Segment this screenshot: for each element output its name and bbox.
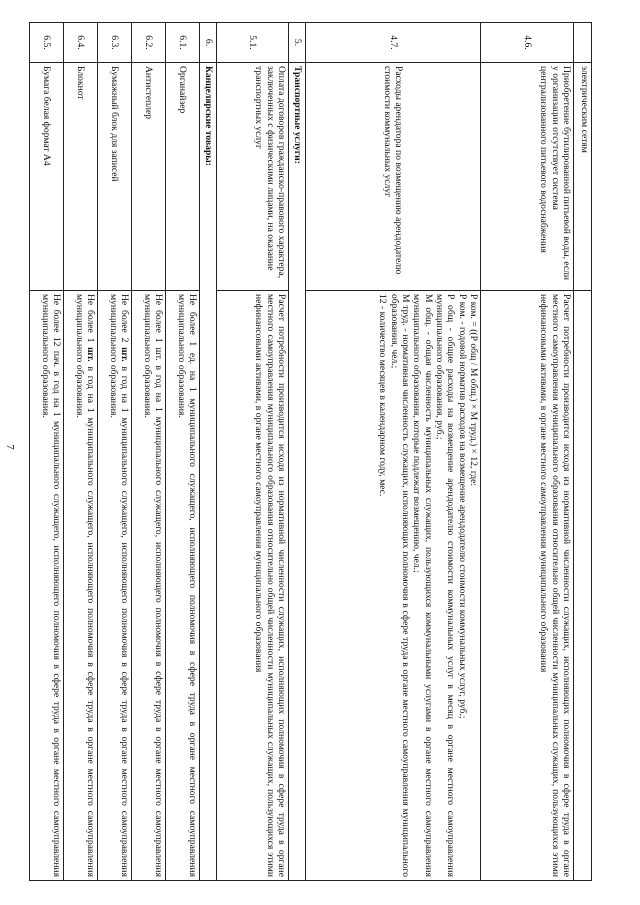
- table-row: [98, 23, 132, 881]
- item-name: электрическим сетям: [574, 63, 592, 291]
- desc-text: Не более 1 ед. на 1 муниципального служащего, исполняющего полномочия в сфере труда в органе местного самоуправления муниципального образования.: [175, 294, 198, 877]
- formula-line: М общ. - общая численность муниципальных служащих, пользующихся коммунальными услугами в органе местного самоуправления муниципального образования, которые подлежат возмещению, чел.;: [411, 294, 434, 877]
- section-header-row: [289, 23, 306, 881]
- desc-text: Не более 1 шт. в год на 1 муниципального служащего, исполняющего полномочия в сфере труда в органе местного самоуправления муниципального образования.: [141, 294, 164, 877]
- section-title: Транспортные услуги:: [289, 63, 306, 881]
- page-number: 7: [4, 444, 16, 450]
- row-number: 5.: [289, 23, 306, 63]
- desc-text: в год на 1 муниципального служащего, исполняющего полномочия в сфере труда в органе местного самоуправления муниципального образования.: [107, 294, 130, 878]
- item-name: Бумажный блок для записей: [98, 63, 132, 291]
- item-description: Расчет потребности производится исходя из нормативной численности служащих, исполняющих полномочия в сфере труда в органе местного самоуправления муниципального образования относительно общей численности муниципальных служащих, пользующихся этими нефинансовыми активами, в органе местного самоуправления муниципального образования: [217, 291, 289, 881]
- item-description: [166, 291, 200, 881]
- row-number: 6.1.: [166, 23, 200, 63]
- item-description: [64, 291, 98, 881]
- rotated-page: [40, 22, 592, 880]
- item-name: Антистеплер: [132, 63, 166, 291]
- row-number: 4.6.: [481, 23, 574, 63]
- item-name: Бумага белая формат А4: [30, 63, 64, 291]
- section-header-row: [200, 23, 217, 881]
- table-row: [166, 23, 200, 881]
- item-name: Приобретение бутилированной питьевой воды, если у организации отсутствует система централизованного питьевого водоснабжения: [481, 63, 574, 291]
- item-name: Органайзер: [166, 63, 200, 291]
- item-description: Расчет потребности производится исходя из нормативной численности служащих, исполняющих полномочия в сфере труда в органе местного самоуправления муниципального образования относительно общей численности муниципальных служащих, пользующихся этими нефинансовыми активами, в органе местного самоуправления муниципального образования: [481, 291, 574, 881]
- section-title: Канцелярские товары:: [200, 63, 217, 881]
- row-number: 4.7.: [306, 23, 481, 63]
- item-description: [30, 291, 64, 881]
- item-description: [98, 291, 132, 881]
- row-number: 6.: [200, 23, 217, 63]
- desc-text: Не более 1: [85, 294, 96, 348]
- desc-text: Не более 12 пач. в год на 1 муниципального служащего, исполняющего полномочия в сфере труда в органе местного самоуправления муниципального образования.: [39, 294, 62, 877]
- formula-line: Р ком. = ((Р общ / М общ.) × М труд.) × 12, где:: [468, 294, 479, 487]
- row-number: 6.2.: [132, 23, 166, 63]
- formula-line: 12 - количество месяцев в календарном году, мес.: [377, 294, 389, 497]
- row-number: 6.5.: [30, 23, 64, 63]
- row-number: 6.4.: [64, 23, 98, 63]
- desc-text: Не более 2: [119, 294, 130, 348]
- formula-line: Р ком. - годовой норматив расходов на возмещение арендодателю стоимости коммунальных услуг, руб.;: [456, 294, 468, 719]
- table-row: [30, 23, 64, 881]
- table-row: [217, 23, 289, 881]
- table-row: [64, 23, 98, 881]
- item-name: Оплата договоров гражданско-правового характера, заключенных с физическими лицами, на оказание транспортных услуг: [217, 63, 289, 291]
- desc-unit: шт.: [119, 347, 130, 362]
- formula-line: М труд. - нормативная численность служащих, исполняющих полномочия в сфере труда в органе местного самоуправления муниципального образования, чел.;: [388, 294, 412, 877]
- item-description: [306, 291, 481, 881]
- table-row: [306, 23, 481, 881]
- desc-text: в год на 1 муниципального служащего, исполняющего полномочия в сфере труда в органе местного самоуправления муниципального образования.: [73, 294, 96, 878]
- desc-unit: шт.: [85, 347, 96, 362]
- table-row: [574, 23, 592, 881]
- table-row: [132, 23, 166, 881]
- row-number: [574, 23, 592, 63]
- row-number: 5.1.: [217, 23, 289, 63]
- table-row: [481, 23, 574, 881]
- item-name: Расходы арендатора по возмещению арендодателю стоимости коммунальных услуг: [306, 63, 481, 291]
- item-description: [132, 291, 166, 881]
- item-name: Блокнот: [64, 63, 98, 291]
- row-number: 6.3.: [98, 23, 132, 63]
- item-description: [574, 291, 592, 881]
- formula-line: Р общ - общие расходы на возмещение арендодателю стоимости коммунальных услуг в месяц в органе местного самоуправления муниципального образования, руб.;: [434, 294, 457, 877]
- norms-table: [29, 22, 592, 881]
